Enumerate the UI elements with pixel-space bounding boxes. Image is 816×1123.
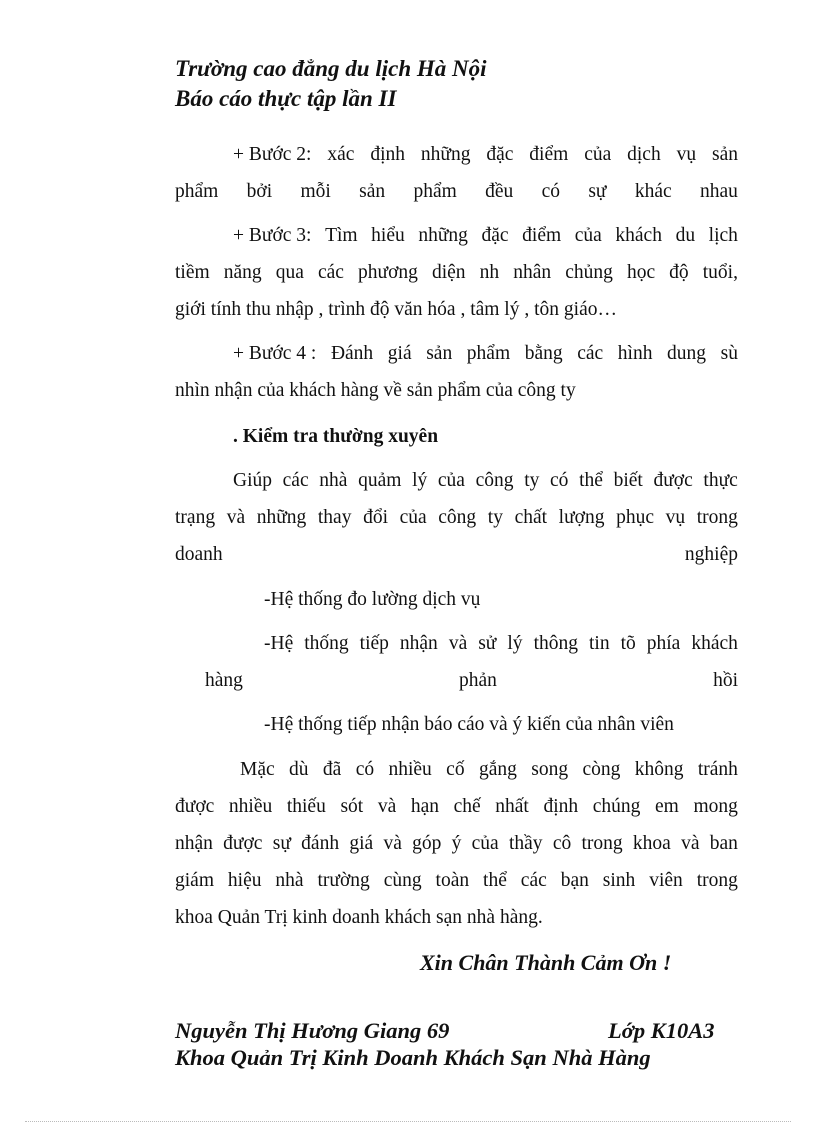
footer-faculty: Khoa Quản Trị Kinh Doanh Khách Sạn Nhà Hàng [175, 1045, 651, 1070]
closing-line4: giám hiệu nhà trường cùng toàn thể các bạn sinh viên trong [175, 870, 738, 891]
step3-line2: tiềm năng qua các phương diện nh nhân chủng học độ tuổi, [175, 262, 738, 283]
step4-line1: + Bước 4 : Đánh giá sản phẩm bằng các hình dung sù [233, 343, 738, 364]
footer-author: Nguyễn Thị Hương Giang 69 [175, 1018, 450, 1043]
school-name: Trường cao đẳng du lịch Hà Nội [175, 56, 487, 81]
closing-line3: nhận được sự đánh giá và góp ý của thầy cô trong khoa và ban [175, 833, 738, 854]
system-item-1: -Hệ thống đo lường dịch vụ [264, 589, 481, 610]
page-bottom-divider [25, 1121, 791, 1122]
report-title: Báo cáo thực tập lần II [175, 86, 397, 111]
thanks-line: Xin Chân Thành Cảm Ơn ! [420, 950, 672, 975]
closing-line1: Mặc dù đã có nhiều cố gắng song còng không tránh [240, 759, 738, 780]
step3-line3: giới tính thu nhập , trình độ văn hóa , tâm lý , tôn giáo… [175, 299, 617, 320]
footer-class: Lớp K10A3 [608, 1018, 715, 1043]
check-heading: . Kiểm tra thường xuyên [233, 426, 439, 447]
step2-line1: + Bước 2: xác định những đặc điểm của dịch vụ sản [233, 144, 738, 165]
system-item-3: -Hệ thống tiếp nhận báo cáo và ý kiến của nhân viên [264, 714, 674, 735]
closing-line2: được nhiều thiếu sót và hạn chế nhất định chúng em mong [175, 796, 738, 817]
check-para-line2: trạng và những thay đổi của công ty chất lượng phục vụ trong [175, 507, 738, 528]
check-para-line3: doanh nghiệp [175, 544, 738, 565]
system-item-2-line1: -Hệ thống tiếp nhận và sử lý thông tin tõ phía khách [264, 633, 738, 654]
closing-line5: khoa Quản Trị kinh doanh khách sạn nhà hàng. [175, 907, 543, 928]
step3-line1: + Bước 3: Tìm hiểu những đặc điểm của khách du lịch [233, 225, 738, 246]
system-item-2-line2: hàng phản hồi [205, 670, 738, 691]
step4-line2: nhìn nhận của khách hàng về sản phẩm của công ty [175, 380, 576, 401]
check-para-line1: Giúp các nhà quảm lý của công ty có thể biết được thực [233, 470, 738, 491]
step2-line2: phẩm bởi mỗi sản phẩm đều có sự khác nhau [175, 181, 738, 202]
